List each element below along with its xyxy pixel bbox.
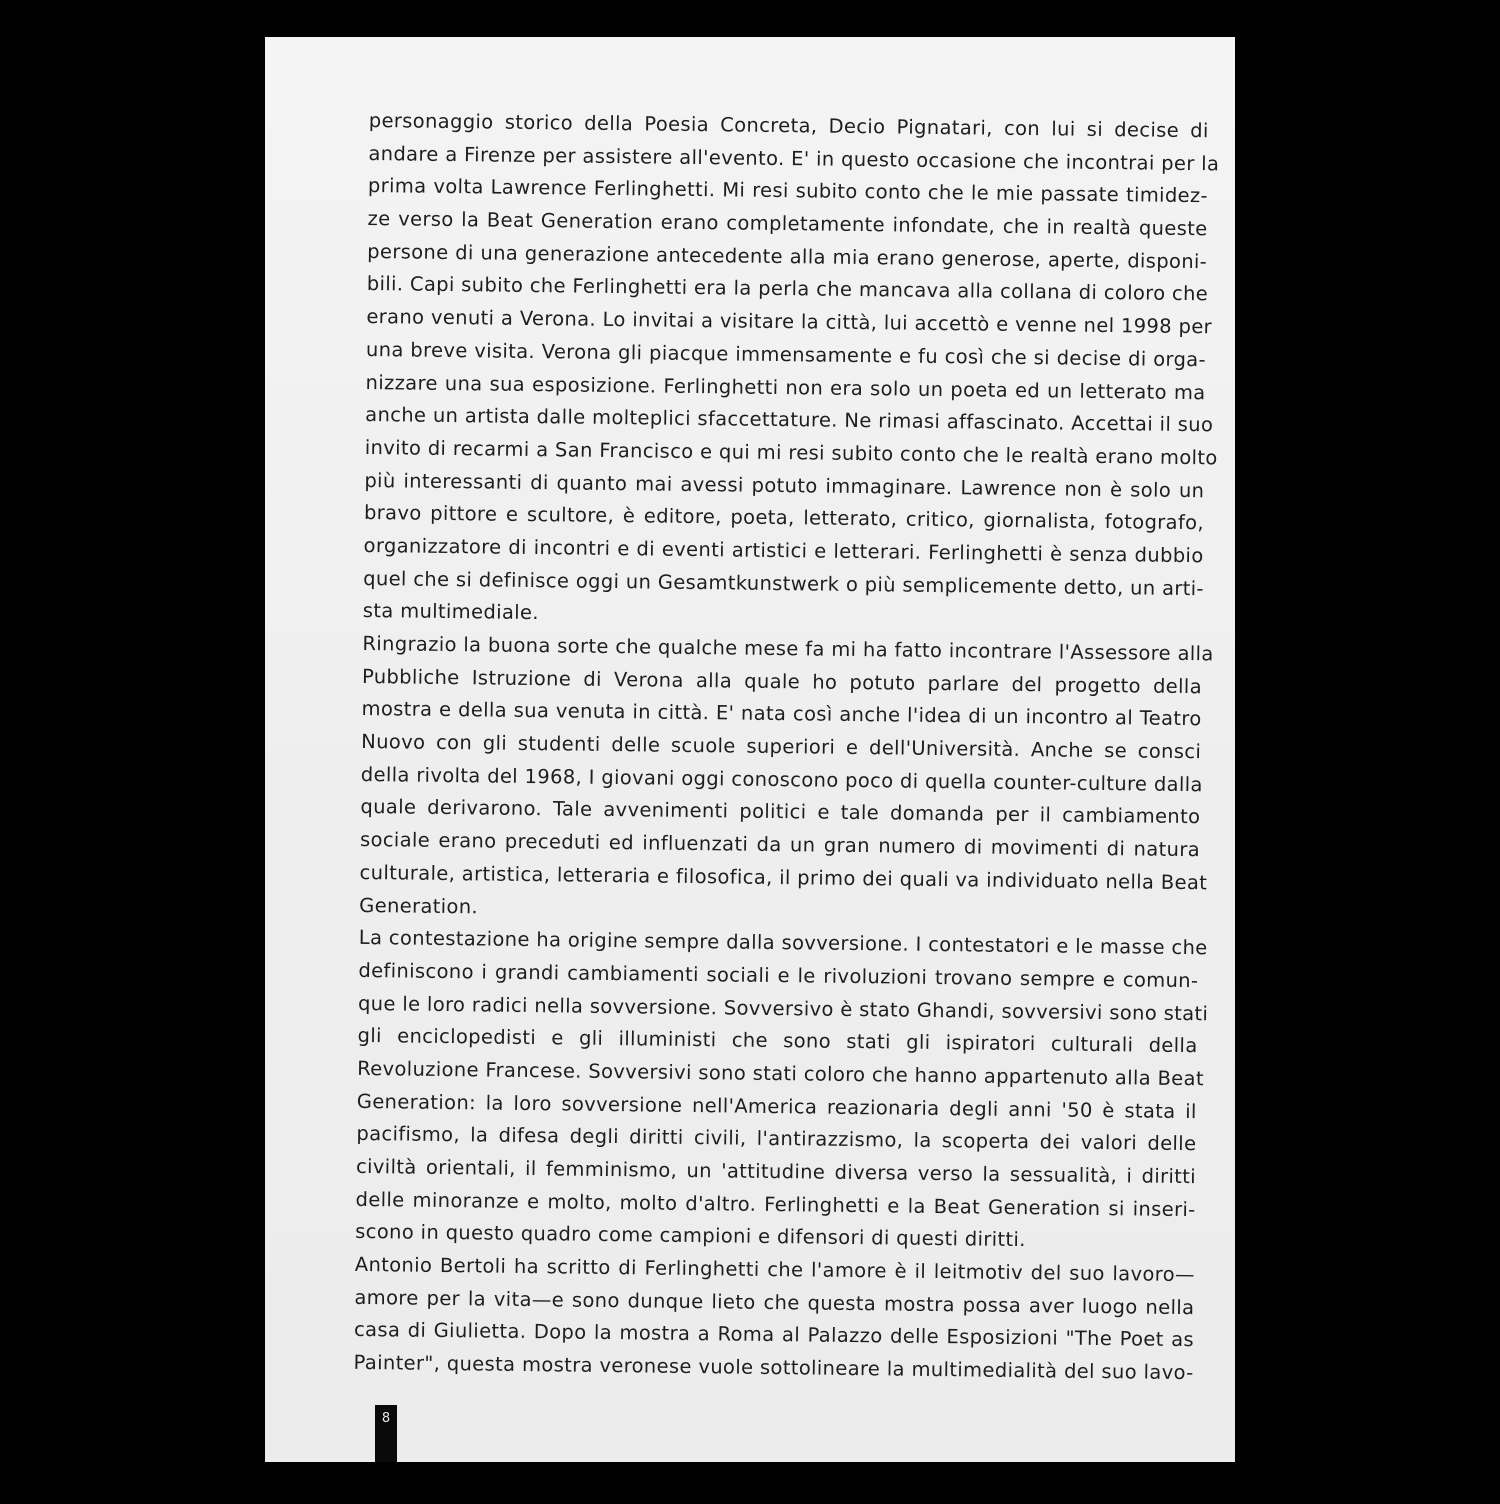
text-line: delle minoranze e molto, molto d'altro. Ferlinghetti e la Beat Generation si inseri- — [355, 1187, 1196, 1221]
page-number: 8 — [381, 1411, 391, 1426]
text-line: prima volta Lawrence Ferlinghetti. Mi resi subito conto che le mie passate timidez- — [367, 174, 1209, 208]
body-text — [353, 105, 1220, 1390]
text-line: sta multimediale. — [362, 599, 540, 625]
text-line: più interessanti di quanto mai avessi potuto immaginare. Lawrence non è solo un — [364, 468, 1205, 502]
text-line: civiltà orientali, il femminismo, un 'attitudine diversa verso la sessualità, i diritti — [355, 1154, 1197, 1189]
book-page — [265, 37, 1235, 1462]
text-line: Painter", questa mostra veronese vuole sottolineare la multimedialità del suo lavo- — [353, 1351, 1194, 1385]
text-line: Pubbliche Istruzione di Verona alla quale ho potuto parlare del progetto della — [361, 664, 1203, 698]
text-line: que le loro radici nella sovversione. Sovversivo è stato Ghandi, sovversivi sono stati — [357, 991, 1209, 1025]
text-line: quale derivarono. Tale avvenimenti politici e tale domanda per il cambiamento — [360, 795, 1201, 829]
text-line: gli enciclopedisti e gli illuministi che sono stati gli ispiratori culturali della — [357, 1024, 1198, 1058]
text-line: quel che si definisce oggi un Gesamtkunstwerk o più semplicemente detto, un arti- — [363, 566, 1205, 600]
text-line: organizzatore di incontri e di eventi artistici e letterari. Ferlinghetti è senza dubbio — [363, 533, 1204, 568]
text-line: della rivolta del 1968, I giovani oggi conoscono poco di quella counter-culture dalla — [360, 762, 1203, 796]
text-line: sociale erano preceduti ed influenzati da un gran numero di movimenti di natura — [359, 828, 1201, 862]
text-line: nizzare una sua esposizione. Ferlinghetti non era solo un poeta ed un letterato ma — [365, 370, 1206, 404]
text-line: anche un artista dalle molteplici sfaccettature. Ne rimasi affascinato. Accettai il suo — [365, 403, 1214, 437]
text-line: scono in questo quadro come campioni e difensori di questi diritti. — [355, 1220, 1026, 1252]
text-line: Generation. — [359, 893, 479, 918]
text-line: definiscono i grandi cambiamenti sociali e le rivoluzioni trovano sempre e comun- — [358, 958, 1199, 993]
text-line: pacifismo, la difesa degli diritti civili, l'antirazzismo, la scoperta dei valori delle — [356, 1122, 1197, 1156]
text-line: Nuovo con gli studenti delle scuole superiori e dell'Università. Anche se consci — [361, 730, 1202, 764]
text-line: culturale, artistica, letteraria e filosofica, il primo dei quali va individuato nella Beat — [359, 860, 1208, 895]
text-line: casa di Giulietta. Dopo la mostra a Roma al Palazzo delle Esposizioni "The Poet as — [353, 1318, 1195, 1352]
text-line: mostra e della sua venuta in città. E' nata così anche l'idea di un incontro al Teatro — [361, 697, 1202, 731]
text-line: ze verso la Beat Generation erano completamente infondate, che in realtà queste — [367, 207, 1208, 241]
text-line: persone di una generazione antecedente alla mia erano generose, aperte, disponi- — [367, 239, 1208, 274]
text-line: bravo pittore e scultore, è editore, poeta, letterato, critico, giornalista, fotografo, — [363, 501, 1205, 535]
text-line: Generation: la loro sovversione nell'America reazionaria degli anni '50 è stata il — [356, 1089, 1197, 1123]
text-line: bili. Capi subito che Ferlinghetti era la perla che mancava alla collana di coloro che — [366, 272, 1209, 306]
text-line: amore per la vita—e sono dunque lieto che questa mostra possa aver luogo nella — [354, 1285, 1195, 1319]
text-line: andare a Firenze per assistere all'evento. E' in questo occasione che incontrai per la — [368, 141, 1220, 176]
text-line: erano venuti a Verona. Lo invitai a visitare la città, lui accettò e venne nel 1998 per — [366, 305, 1213, 339]
page-number-tab — [375, 1405, 397, 1462]
text-line: una breve visita. Verona gli piacque immensamente e fu così che si decise di orga- — [365, 337, 1207, 372]
text-line: Ringrazio la buona sorte che qualche mese fa mi ha fatto incontrare l'Assessore alla — [362, 631, 1214, 666]
text-line: Revoluzione Francese. Sovversivi sono stati coloro che hanno appartenuto alla Beat — [357, 1056, 1205, 1091]
text-line: personaggio storico della Poesia Concreta, Decio Pignatari, con lui si decise di — [368, 108, 1209, 143]
text-line: La contestazione ha origine sempre dalla sovversione. I contestatori e le masse che — [358, 926, 1208, 960]
text-line: Antonio Bertoli ha scritto di Ferlinghetti che l'amore è il leitmotiv del suo lavoro— — [354, 1252, 1195, 1287]
text-line: invito di recarmi a San Francisco e qui mi resi subito conto che le realtà erano molto — [364, 435, 1218, 470]
